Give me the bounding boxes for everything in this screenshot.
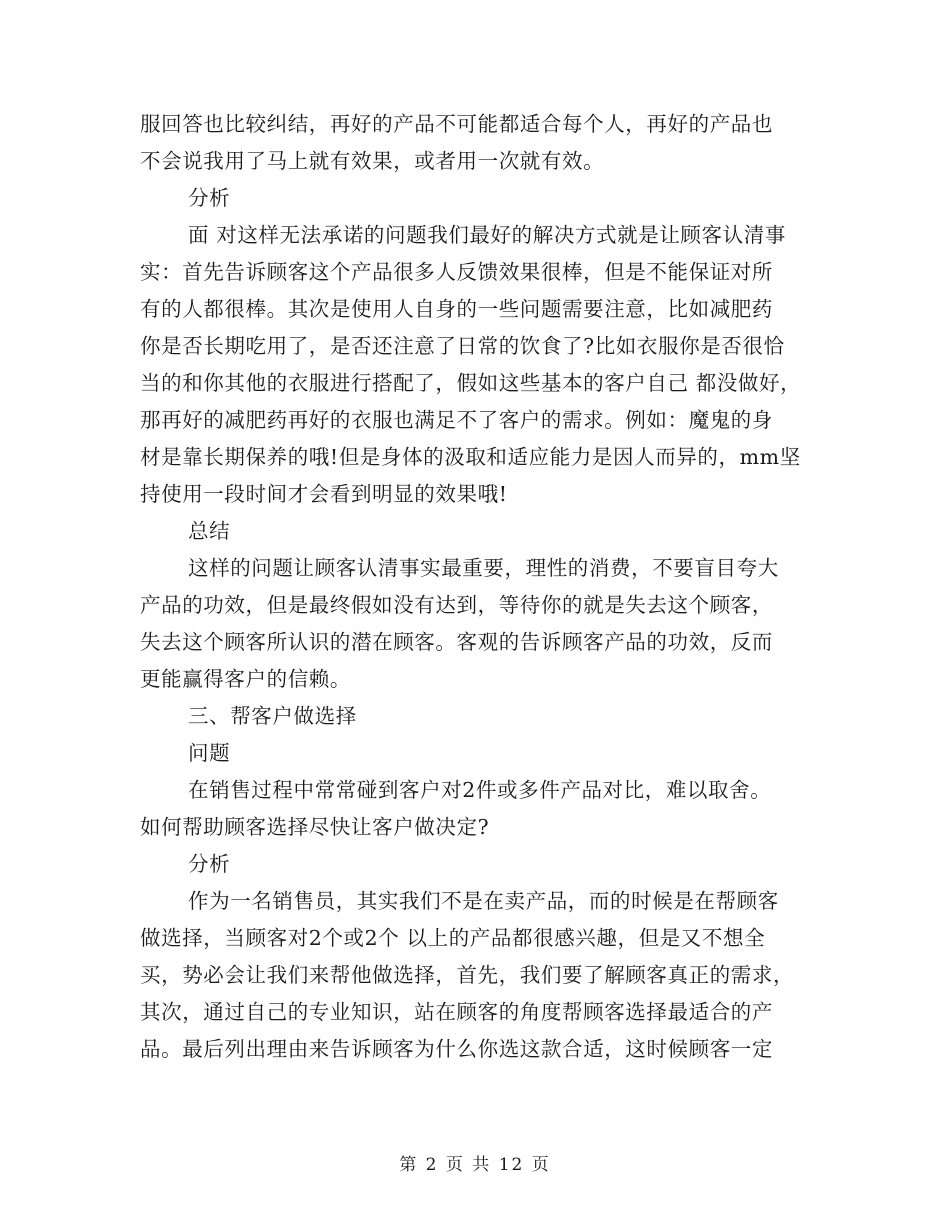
text-line: 三、帮客户做选择 xyxy=(188,704,357,728)
text-line: 买，势必会让我们来帮他做选择，首先，我们要了解顾客真正的需求， xyxy=(140,963,795,987)
text-line: 服回答也比较纠结，再好的产品不可能都适合每个人，再好的产品也 xyxy=(140,112,773,136)
text-line: 那再好的减肥药再好的衣服也满足不了客户的需求。例如：魔鬼的身 xyxy=(140,408,773,432)
text-line: 分析 xyxy=(188,186,231,210)
text-line: 实：首先告诉顾客这个产品很多人反馈效果很棒，但是不能保证对所 xyxy=(140,260,773,284)
text-line: 持使用一段时间才会看到明显的效果哦! xyxy=(140,482,508,506)
text-line: 其次，通过自己的专业知识，站在顾客的角度帮顾客选择最适合的产 xyxy=(140,1000,773,1024)
body-text xyxy=(140,106,830,1068)
text-line: 更能赢得客户的信赖。 xyxy=(140,667,351,691)
text-line: 有的人都很棒。其次是使用人自身的一些问题需要注意，比如减肥药 xyxy=(140,297,773,321)
text-line: 在销售过程中常常碰到客户对2件或多件产品对比，难以取舍。 xyxy=(188,778,772,802)
text-line: 问题 xyxy=(188,741,231,765)
page-footer: 第 2 页 共 12 页 xyxy=(399,1155,551,1175)
text-line: 如何帮助顾客选择尽快让客户做决定? xyxy=(140,815,490,839)
text-line: 总结 xyxy=(188,519,231,543)
text-line: 作为一名销售员，其实我们不是在卖产品，而的时候是在帮顾客 xyxy=(188,889,779,913)
text-line: 品。最后列出理由来告诉顾客为什么你选这款合适，这时候顾客一定 xyxy=(140,1037,773,1061)
text-line: 不会说我用了马上就有效果，或者用一次就有效。 xyxy=(140,149,605,173)
text-line: 材是靠长期保养的哦!但是身体的汲取和适应能力是因人而异的，mm坚 xyxy=(140,445,801,469)
text-line: 你是否长期吃用了，是否还注意了日常的饮食了?比如衣服你是否很恰 xyxy=(140,334,785,358)
text-line: 当的和你其他的衣服进行搭配了，假如这些基本的客户自己 都没做好， xyxy=(140,371,802,395)
text-line: 失去这个顾客所认识的潜在顾客。客观的告诉顾客产品的功效，反而 xyxy=(140,630,773,654)
text-line: 这样的问题让顾客认清事实最重要，理性的消费，不要盲目夸大 xyxy=(188,556,779,580)
text-line: 产品的功效，但是最终假如没有达到，等待你的就是失去这个顾客， xyxy=(140,593,773,617)
text-line: 分析 xyxy=(188,852,231,876)
text-line: 面 对这样无法承诺的问题我们最好的解决方式就是让顾客认清事 xyxy=(188,223,786,247)
text-line: 做选择，当顾客对2个或2个 以上的产品都很感兴趣，但是又不想全 xyxy=(140,926,766,950)
